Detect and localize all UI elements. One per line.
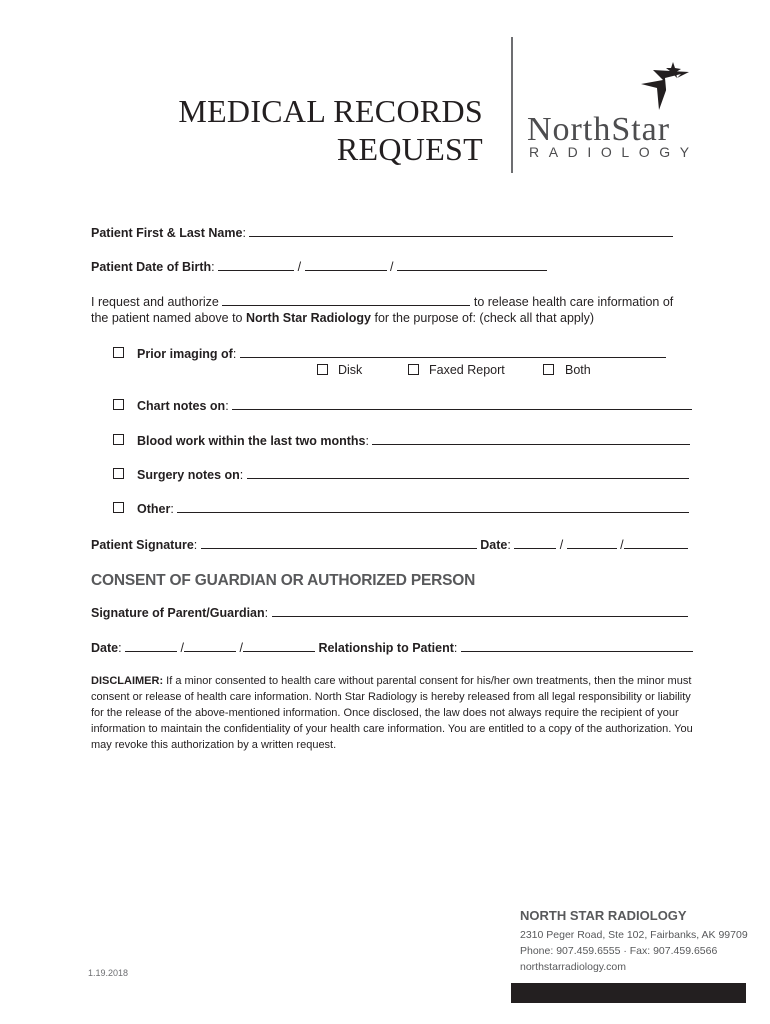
prior-imaging-row: Prior imaging of:	[137, 345, 666, 362]
both-option-label: Both	[565, 363, 591, 377]
title-line-2: REQUEST	[336, 131, 483, 167]
authorize-row	[91, 293, 673, 310]
footer-company-name: NORTH STAR RADIOLOGY	[520, 908, 687, 923]
consent-date-month-field[interactable]	[125, 639, 177, 652]
prior-imaging-field[interactable]	[240, 345, 666, 358]
patient-signature-row: Patient Signature: Date: / /	[91, 536, 688, 553]
header-divider	[511, 37, 513, 173]
patient-signature-field[interactable]	[201, 536, 477, 549]
consent-date-day-field[interactable]	[184, 639, 236, 652]
title-line-1: MEDICAL RECORDS	[178, 93, 483, 129]
star-logo-icon	[635, 60, 695, 118]
patient-name-row: Patient First & Last Name:	[91, 224, 673, 241]
other-row: Other:	[137, 500, 689, 517]
consent-date-label: Date	[91, 641, 119, 655]
purpose-row	[91, 310, 594, 326]
authorize-prefix: I request and authorize	[91, 295, 219, 309]
blood-work-row: Blood work within the last two months:	[137, 432, 690, 449]
other-field[interactable]	[177, 500, 689, 513]
footer-website: northstarradiology.com	[520, 961, 627, 973]
chart-notes-field[interactable]	[232, 397, 692, 410]
revision-date: 1.19.2018	[88, 968, 129, 978]
surgery-notes-label: Surgery notes on	[137, 468, 240, 482]
purpose-org: North Star Radiology	[246, 311, 372, 325]
patient-date-month-field[interactable]	[514, 536, 556, 549]
authorize-suffix: to release health care information of	[473, 295, 674, 309]
dob-year-field[interactable]	[397, 258, 547, 271]
relationship-field[interactable]	[461, 639, 693, 652]
authorize-provider-field[interactable]	[222, 293, 470, 306]
guardian-signature-field[interactable]	[272, 604, 688, 617]
logo-subtitle: RADIOLOGY	[529, 144, 699, 160]
page-title	[150, 92, 483, 168]
dob-label: Patient Date of Birth	[91, 260, 212, 274]
both-checkbox[interactable]	[543, 364, 554, 375]
patient-date-year-field[interactable]	[624, 536, 688, 549]
patient-date-day-field[interactable]	[567, 536, 617, 549]
northstar-logo	[527, 60, 697, 160]
chart-notes-label: Chart notes on	[137, 399, 226, 413]
dob-month-field[interactable]	[218, 258, 294, 271]
guardian-signature-label: Signature of Parent/Guardian	[91, 606, 265, 620]
faxed-report-option-label: Faxed Report	[429, 363, 505, 377]
surgery-notes-field[interactable]	[247, 466, 689, 479]
disclaimer	[91, 673, 701, 753]
purpose-suffix: for the purpose of: (check all that apply)	[374, 311, 595, 325]
faxed-report-checkbox[interactable]	[408, 364, 419, 375]
dob-day-field[interactable]	[305, 258, 387, 271]
disk-checkbox[interactable]	[317, 364, 328, 375]
surgery-notes-checkbox[interactable]	[113, 468, 124, 479]
blood-work-label: Blood work within the last two months	[137, 434, 366, 448]
surgery-notes-row: Surgery notes on:	[137, 466, 689, 483]
prior-imaging-checkbox[interactable]	[113, 347, 124, 358]
consent-date-row: Date: / / Relationship to Patient:	[91, 639, 693, 656]
prior-imaging-label: Prior imaging of	[137, 347, 233, 361]
logo-wordmark: NorthStar	[527, 111, 671, 148]
footer-address: 2310 Peger Road, Ste 102, Fairbanks, AK 99709	[520, 929, 748, 941]
footer-phone-fax: Phone: 907.459.6555 · Fax: 907.459.6566	[520, 945, 718, 957]
chart-notes-row: Chart notes on:	[137, 397, 692, 414]
consent-date-year-field[interactable]	[243, 639, 315, 652]
consent-heading: CONSENT OF GUARDIAN OR AUTHORIZED PERSON	[91, 572, 476, 589]
blood-work-checkbox[interactable]	[113, 434, 124, 445]
other-label: Other	[137, 502, 171, 516]
other-checkbox[interactable]	[113, 502, 124, 513]
blood-work-field[interactable]	[372, 432, 690, 445]
relationship-label: Relationship to Patient	[318, 641, 454, 655]
dob-row: Patient Date of Birth: / /	[91, 258, 547, 275]
patient-signature-label: Patient Signature	[91, 538, 194, 552]
disclaimer-label: DISCLAIMER:	[91, 675, 164, 687]
patient-name-field[interactable]	[249, 224, 673, 237]
disclaimer-text: If a minor consented to health care without parental consent for his/her own treatments, then the minor must consent or release of health care information. North Star Radiology is hereby released from all legal responsibility or liability for the release of the above-mentioned information. Once disclosed, the law does not always require the recipient of your information to maintain the confidentiality of your health care information. You are entitled to a copy of the authorization. You may revoke this authorization by a written request.	[91, 675, 693, 751]
patient-date-label: Date	[480, 538, 508, 552]
purpose-prefix: the patient named above to	[91, 311, 243, 325]
guardian-signature-row: Signature of Parent/Guardian:	[91, 604, 688, 621]
disk-option-label: Disk	[338, 363, 363, 377]
patient-name-label: Patient First & Last Name	[91, 226, 243, 240]
chart-notes-checkbox[interactable]	[113, 399, 124, 410]
footer-bar	[511, 983, 746, 1003]
